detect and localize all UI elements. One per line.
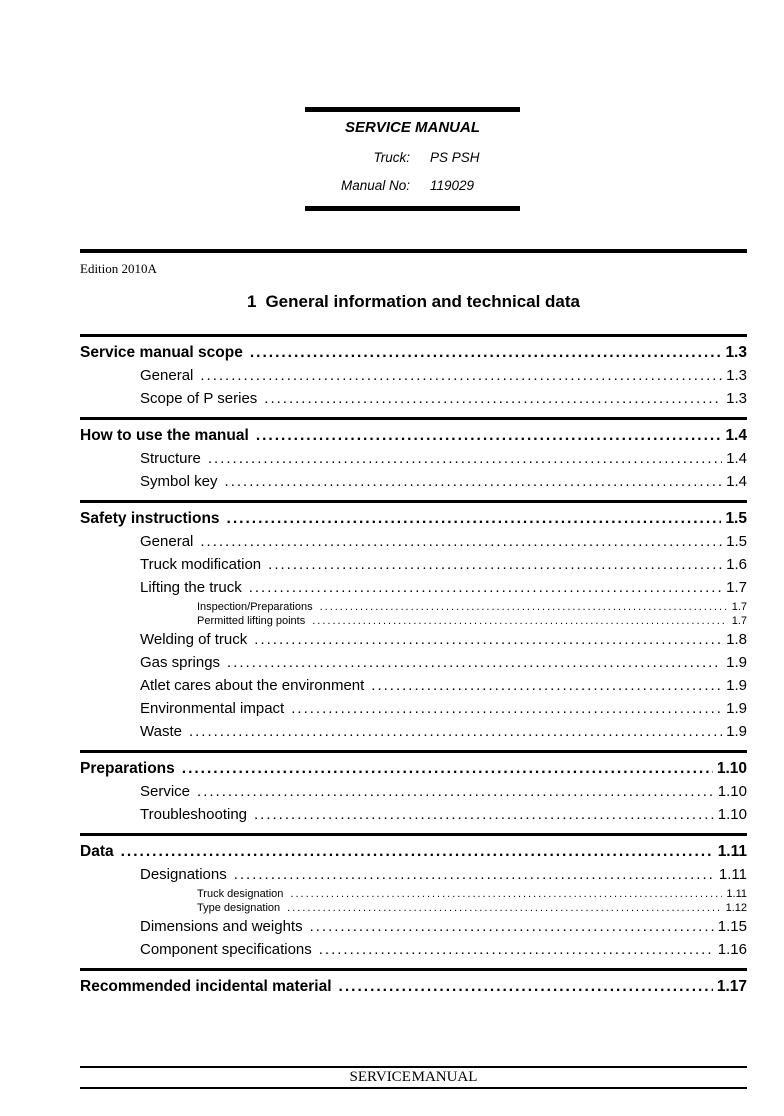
toc-entry-label: Gas springs [140,654,221,671]
toc-entry[interactable] [80,865,747,885]
dot-leader [200,366,722,386]
toc-entry-page: 1.3 [726,367,747,384]
toc-entry-label: Permitted lifting points [197,615,306,627]
dot-leader [264,389,722,409]
toc-entry-page: 1.12 [725,902,747,914]
toc-entry-label: Service manual scope [80,344,243,361]
toc-entry-page: 1.5 [726,533,747,550]
dot-leader [339,977,713,997]
dot-leader [200,532,722,552]
toc-entry[interactable] [80,699,747,719]
manual-truck-row [305,149,520,166]
toc-entry-label: Component specifications [140,941,312,958]
toc-section [80,750,747,833]
chapter-title: General information and technical data [265,292,581,311]
toc-entry-page: 1.9 [726,700,747,717]
toc-entry[interactable] [80,343,747,363]
dot-leader [197,782,714,802]
manual-number-row [305,177,520,194]
toc-entry[interactable] [80,759,747,779]
toc-entry[interactable] [80,902,747,915]
toc-entry-label: Lifting the truck [140,579,242,596]
manual-no-label: Manual No: [340,178,410,193]
toc-entry-page: 1.11 [726,888,747,900]
toc-entry[interactable] [80,630,747,650]
toc-entry-label: General [140,533,194,550]
toc-entry[interactable] [80,426,747,446]
toc-section [80,334,747,417]
edition-label: Edition 2010A [80,261,157,276]
toc-entry-page: 1.10 [717,783,747,800]
toc-entry-page: 1.9 [726,723,747,740]
toc-section [80,417,747,500]
toc-entry[interactable] [80,676,747,696]
toc-entry-page: 1.11 [717,843,747,860]
toc-entry-page: 1.3 [726,390,747,407]
toc-section [80,500,747,750]
table-of-contents [80,334,747,1005]
dot-leader [250,343,722,363]
toc-entry-label: Service [140,783,191,800]
toc-entry[interactable] [80,532,747,552]
dot-leader [310,917,714,937]
toc-entry-page: 1.4 [726,473,747,490]
toc-entry[interactable] [80,782,747,802]
dot-leader [227,653,722,673]
toc-entry-label: Inspection/Preparations [197,601,313,613]
toc-entry[interactable] [80,842,747,862]
truck-label: Truck: [373,150,410,165]
toc-entry-label: Safety instructions [80,510,220,527]
toc-entry-label: Dimensions and weights [140,918,303,935]
toc-entry-page: 1.9 [726,654,747,671]
toc-entry-page: 1.4 [726,450,747,467]
toc-entry-label: Atlet cares about the environment [140,677,365,694]
toc-entry[interactable] [80,601,747,614]
toc-entry[interactable] [80,722,747,742]
manual-title: SERVICE MANUAL [344,119,480,136]
toc-entry-label: Troubleshooting [140,806,248,823]
dot-leader [234,865,715,885]
toc-entry-page: 1.5 [725,510,747,527]
dot-leader [249,578,722,598]
dot-leader [290,888,722,901]
toc-entry-page: 1.7 [731,601,747,613]
toc-entry-page: 1.7 [726,579,747,596]
dot-leader [287,902,721,915]
double-rule [80,249,747,253]
toc-entry-page: 1.9 [726,677,747,694]
toc-entry-page: 1.15 [717,918,747,935]
dot-leader [121,842,714,862]
toc-entry[interactable] [80,615,747,628]
toc-entry-page: 1.3 [725,344,747,361]
manual-no-value: 119029 [430,178,475,193]
toc-entry-label: Welding of truck [140,631,248,648]
toc-entry[interactable] [80,389,747,409]
toc-section [80,833,747,968]
toc-entry-label: Symbol key [140,473,218,490]
toc-entry-page: 1.4 [725,427,747,444]
toc-entry[interactable] [80,509,747,529]
chapter-heading [80,291,747,313]
toc-entry-label: How to use the manual [80,427,249,444]
dot-leader [254,805,714,825]
toc-entry-page: 1.11 [718,866,747,883]
toc-entry-page: 1.10 [717,806,747,823]
toc-entry[interactable] [80,449,747,469]
dot-leader [254,630,722,650]
dot-leader [312,615,727,628]
toc-entry-label: Scope of P series [140,390,258,407]
dot-leader [291,699,722,719]
toc-entry-page: 1.6 [726,556,747,573]
toc-entry-page: 1.7 [731,615,747,627]
toc-entry[interactable] [80,653,747,673]
toc-entry-label: Type designation [197,902,281,914]
toc-entry[interactable] [80,578,747,598]
dot-leader [208,449,722,469]
footer-title: SERVICE MANUAL [349,1069,478,1085]
dot-leader [225,472,723,492]
chapter-number: 1 [246,292,257,311]
dot-leader [319,940,714,960]
toc-entry[interactable] [80,940,747,960]
toc-entry-label: Structure [140,450,201,467]
toc-entry-label: Truck designation [197,888,284,900]
dot-leader [256,426,722,446]
dot-leader [268,555,722,575]
toc-entry[interactable] [80,888,747,901]
truck-value: PS PSH [430,150,480,165]
manual-header-box [305,107,520,211]
toc-entry-label: Waste [140,723,182,740]
toc-entry[interactable] [80,472,747,492]
toc-entry[interactable] [80,977,747,997]
toc-entry-label: Preparations [80,760,175,777]
dot-leader [320,601,728,614]
dot-leader [227,509,722,529]
toc-entry-label: Designations [140,866,227,883]
toc-entry[interactable] [80,917,747,937]
dot-leader [189,722,722,742]
toc-entry[interactable] [80,555,747,575]
toc-entry-label: Data [80,843,114,860]
toc-section [80,968,747,1005]
toc-entry-page: 1.8 [726,631,747,648]
toc-entry-page: 1.10 [716,760,747,777]
toc-entry-label: Environmental impact [140,700,285,717]
toc-entry-label: General [140,367,194,384]
toc-entry-label: Truck modification [140,556,262,573]
toc-entry[interactable] [80,805,747,825]
toc-entry[interactable] [80,366,747,386]
dot-leader [182,759,713,779]
toc-entry-page: 1.16 [717,941,747,958]
page-footer [80,1066,747,1089]
toc-entry-label: Recommended incidental material [80,978,332,995]
toc-entry-page: 1.17 [716,978,747,995]
dot-leader [371,676,722,696]
